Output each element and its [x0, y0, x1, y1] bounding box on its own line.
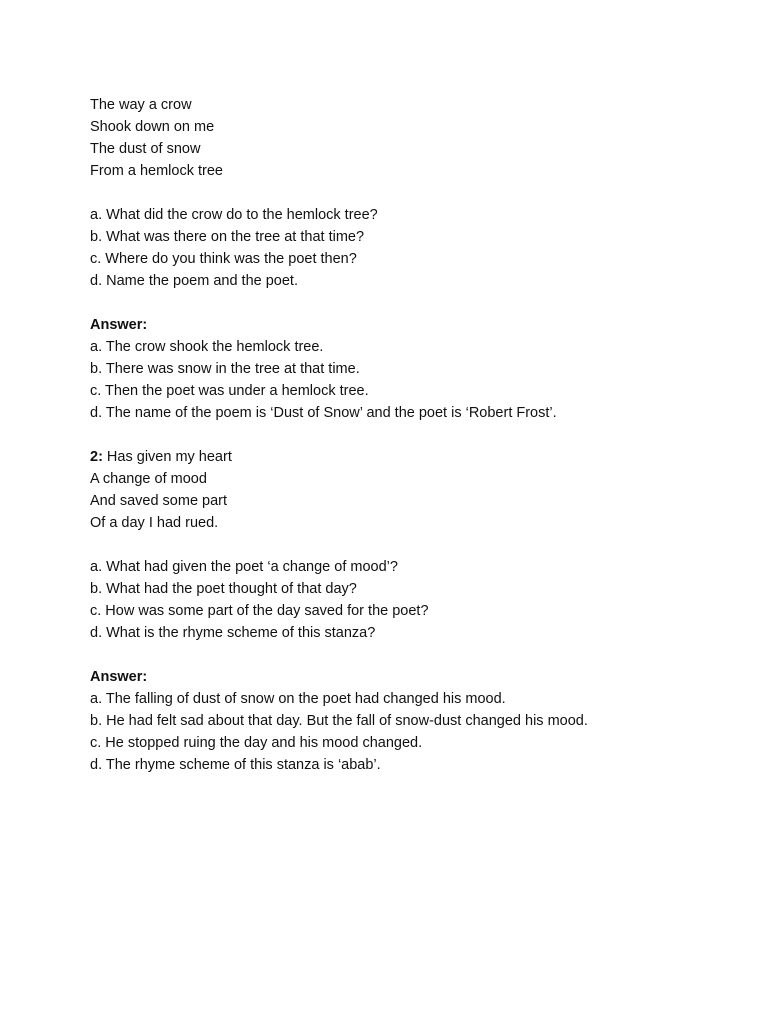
- stanza-1-line: From a hemlock tree: [90, 163, 223, 179]
- answer-item: b. He had felt sad about that day. But the fall of snow-dust changed his mood.: [90, 713, 588, 729]
- stanza-number: 2:: [90, 449, 103, 465]
- spacer: [90, 424, 730, 446]
- answer-item: b. There was snow in the tree at that time.: [90, 361, 360, 377]
- question-item: a. What had given the poet ‘a change of mood’?: [90, 559, 398, 575]
- answer-item: c. He stopped ruing the day and his mood changed.: [90, 735, 423, 751]
- questions-1: [90, 204, 730, 292]
- answer-1: [90, 314, 730, 424]
- answer-heading: Answer:: [90, 317, 148, 333]
- spacer: [90, 644, 730, 666]
- answer-heading: Answer:: [90, 669, 148, 685]
- answer-item: c. Then the poet was under a hemlock tree.: [90, 383, 369, 399]
- spacer: [90, 182, 730, 204]
- stanza-2: [90, 446, 730, 534]
- question-item: c. How was some part of the day saved for the poet?: [90, 603, 429, 619]
- answer-item: d. The rhyme scheme of this stanza is ‘abab’.: [90, 757, 381, 773]
- question-item: c. Where do you think was the poet then?: [90, 251, 357, 267]
- stanza-2-line: And saved some part: [90, 493, 228, 509]
- question-item: d. Name the poem and the poet.: [90, 273, 298, 289]
- answer-item: a. The falling of dust of snow on the poet had changed his mood.: [90, 691, 506, 707]
- question-item: b. What was there on the tree at that time?: [90, 229, 365, 245]
- stanza-1-line: The way a crow: [90, 97, 192, 113]
- questions-2: [90, 556, 730, 644]
- answer-item: d. The name of the poem is ‘Dust of Snow’ and the poet is ‘Robert Frost’.: [90, 405, 557, 421]
- document-page: [90, 94, 730, 776]
- question-item: a. What did the crow do to the hemlock tree?: [90, 207, 378, 223]
- stanza-1-line: The dust of snow: [90, 141, 201, 157]
- answer-2: [90, 666, 730, 776]
- spacer: [90, 534, 730, 556]
- stanza-1-line: Shook down on me: [90, 119, 215, 135]
- question-item: b. What had the poet thought of that day?: [90, 581, 357, 597]
- stanza-2-line: A change of mood: [90, 471, 207, 487]
- spacer: [90, 292, 730, 314]
- stanza-2-first-line: [90, 446, 730, 468]
- stanza-1: [90, 94, 730, 182]
- question-item: d. What is the rhyme scheme of this stanza?: [90, 625, 376, 641]
- answer-item: a. The crow shook the hemlock tree.: [90, 339, 324, 355]
- stanza-2-line: Of a day I had rued.: [90, 515, 219, 531]
- stanza-2-line: Has given my heart: [102, 449, 232, 465]
